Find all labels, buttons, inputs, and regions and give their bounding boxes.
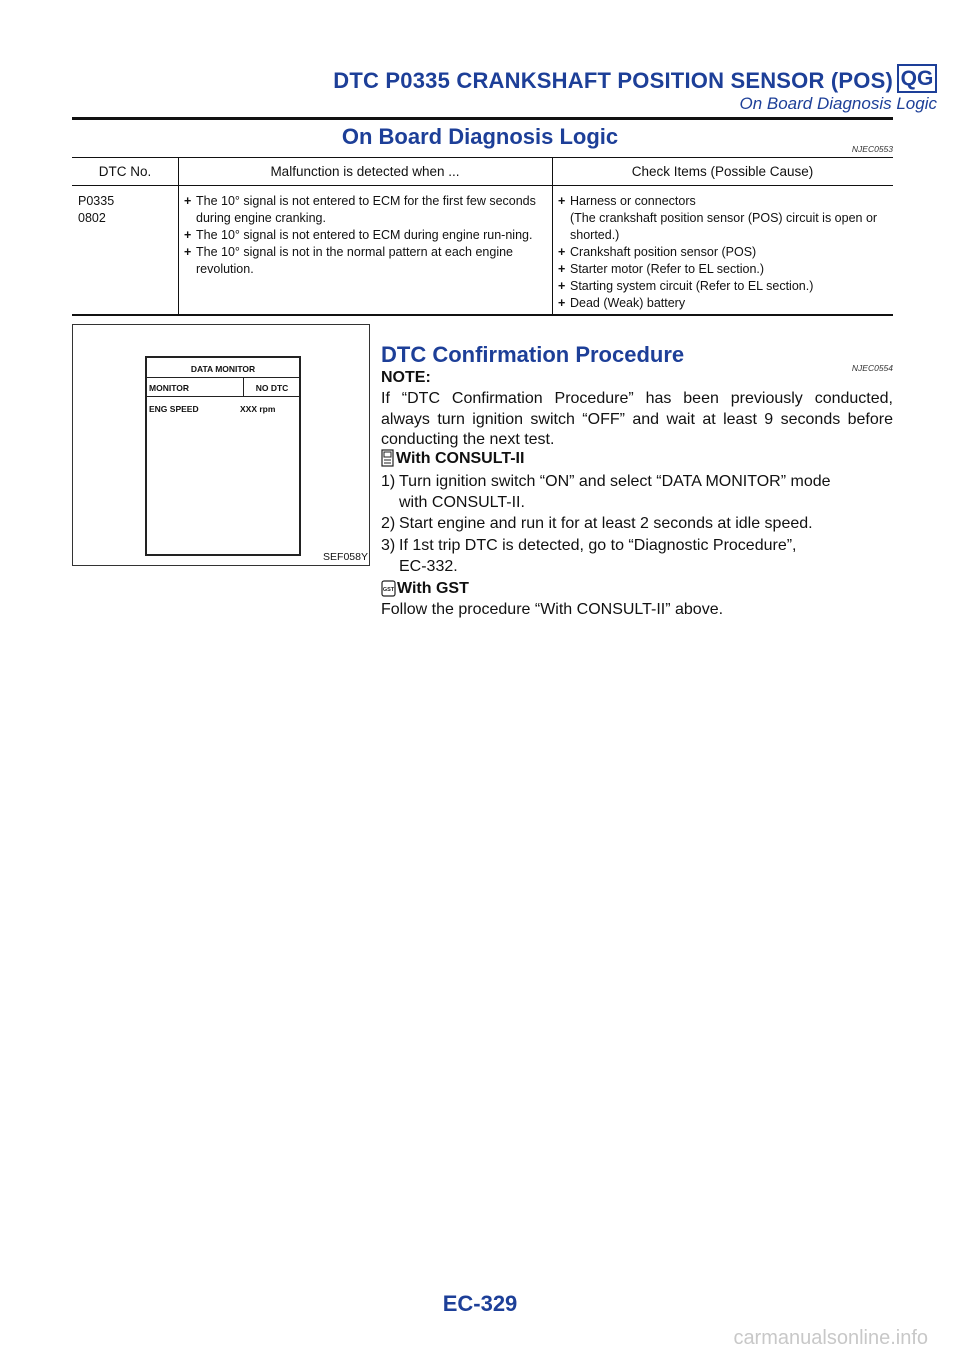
- table-top-rule: [72, 157, 893, 158]
- table-cell-malfunction: [184, 193, 548, 278]
- bullet-icon: +: [184, 245, 192, 259]
- procedure-step: 1) Turn ignition switch “ON” and select “DATA MONITOR” mode with CONSULT-II.: [381, 473, 831, 511]
- screen-title: DATA MONITOR: [190, 364, 256, 374]
- list-item: + Starter motor (Refer to EL section.): [558, 262, 765, 276]
- list-item: + The 10° signal is not entered to ECM for the first few seconds during engine cranking.: [184, 194, 536, 225]
- table-column-divider: [552, 157, 553, 315]
- bullet-icon: +: [558, 245, 566, 259]
- screen-divider: [243, 378, 244, 397]
- table-bottom-rule: [72, 314, 893, 316]
- bullet-icon: +: [184, 228, 192, 242]
- table-header-dtc-no: DTC No.: [98, 164, 152, 179]
- table-cell-dtc-no: [78, 193, 176, 227]
- consult-tester-icon: [381, 449, 394, 467]
- list-item: + Crankshaft position sensor (POS): [558, 245, 757, 259]
- bullet-icon: +: [558, 279, 566, 293]
- screen-monitor-label: MONITOR: [149, 383, 189, 393]
- screen-divider: [147, 396, 299, 397]
- bullet-icon: +: [558, 296, 566, 310]
- gst-icon-text: GST: [382, 587, 395, 593]
- section-ref-id: NJEC0553: [851, 144, 893, 154]
- engine-badge: QG: [897, 64, 937, 93]
- table-cell-check-items: [558, 193, 888, 312]
- procedure-step: 2) Start engine and run it for at least 2 seconds at idle speed.: [381, 515, 813, 532]
- dtc-code: 0802: [78, 211, 106, 225]
- procedure-step: 3) If 1st trip DTC is detected, go to “Diagnostic Procedure”, EC-332.: [381, 537, 797, 575]
- screen-item-label: ENG SPEED: [149, 404, 199, 414]
- table-header-check-items: Check Items (Possible Cause): [631, 164, 814, 179]
- bullet-icon: +: [558, 262, 566, 276]
- running-header-subtitle: On Board Diagnosis Logic: [739, 94, 937, 113]
- list-item: + Starting system circuit (Refer to EL section.): [558, 279, 814, 293]
- section-ref-id: NJEC0554: [851, 363, 893, 373]
- bullet-icon: +: [558, 194, 566, 208]
- note-text: If “DTC Confirmation Procedure” has been previously conducted, always turn ignition switch “OFF” and wait at least 9 seconds before conducting the next test.: [381, 390, 893, 448]
- watermark: carmanualsonline.info: [733, 1327, 928, 1349]
- screen-status: NO DTC: [255, 383, 289, 393]
- section-title-diagnosis-logic: On Board Diagnosis Logic: [341, 124, 619, 149]
- gst-label: With GST: [397, 580, 469, 597]
- section-rule: [72, 117, 893, 120]
- note-label: NOTE:: [381, 369, 431, 386]
- gst-text: Follow the procedure “With CONSULT-II” above.: [381, 601, 724, 618]
- gst-tester-icon: [381, 580, 396, 597]
- running-header-title: DTC P0335 CRANKSHAFT POSITION SENSOR (POS): [333, 68, 893, 93]
- table-header-rule: [72, 185, 893, 186]
- bullet-icon: +: [184, 194, 192, 208]
- table-column-divider: [178, 157, 179, 315]
- section-title-dtc-confirmation: DTC Confirmation Procedure: [381, 342, 685, 367]
- table-header-malfunction: Malfunction is detected when ...: [270, 164, 460, 179]
- list-item: + The 10° signal is not entered to ECM during engine run-ning.: [184, 228, 533, 242]
- screen-divider: [147, 377, 299, 378]
- screen-item-value: XXX rpm: [240, 404, 276, 414]
- consult-ii-label: With CONSULT-II: [396, 450, 525, 467]
- dtc-code: P0335: [78, 194, 115, 208]
- list-item: + The 10° signal is not in the normal pattern at each engine revolution.: [184, 245, 514, 276]
- figure-caption: SEF058Y: [323, 551, 368, 563]
- list-item: + Harness or connectors (The crankshaft position sensor (POS) circuit is open or shorted.): [558, 194, 878, 242]
- page-number: EC-329: [442, 1291, 518, 1316]
- list-item: + Dead (Weak) battery: [558, 296, 686, 310]
